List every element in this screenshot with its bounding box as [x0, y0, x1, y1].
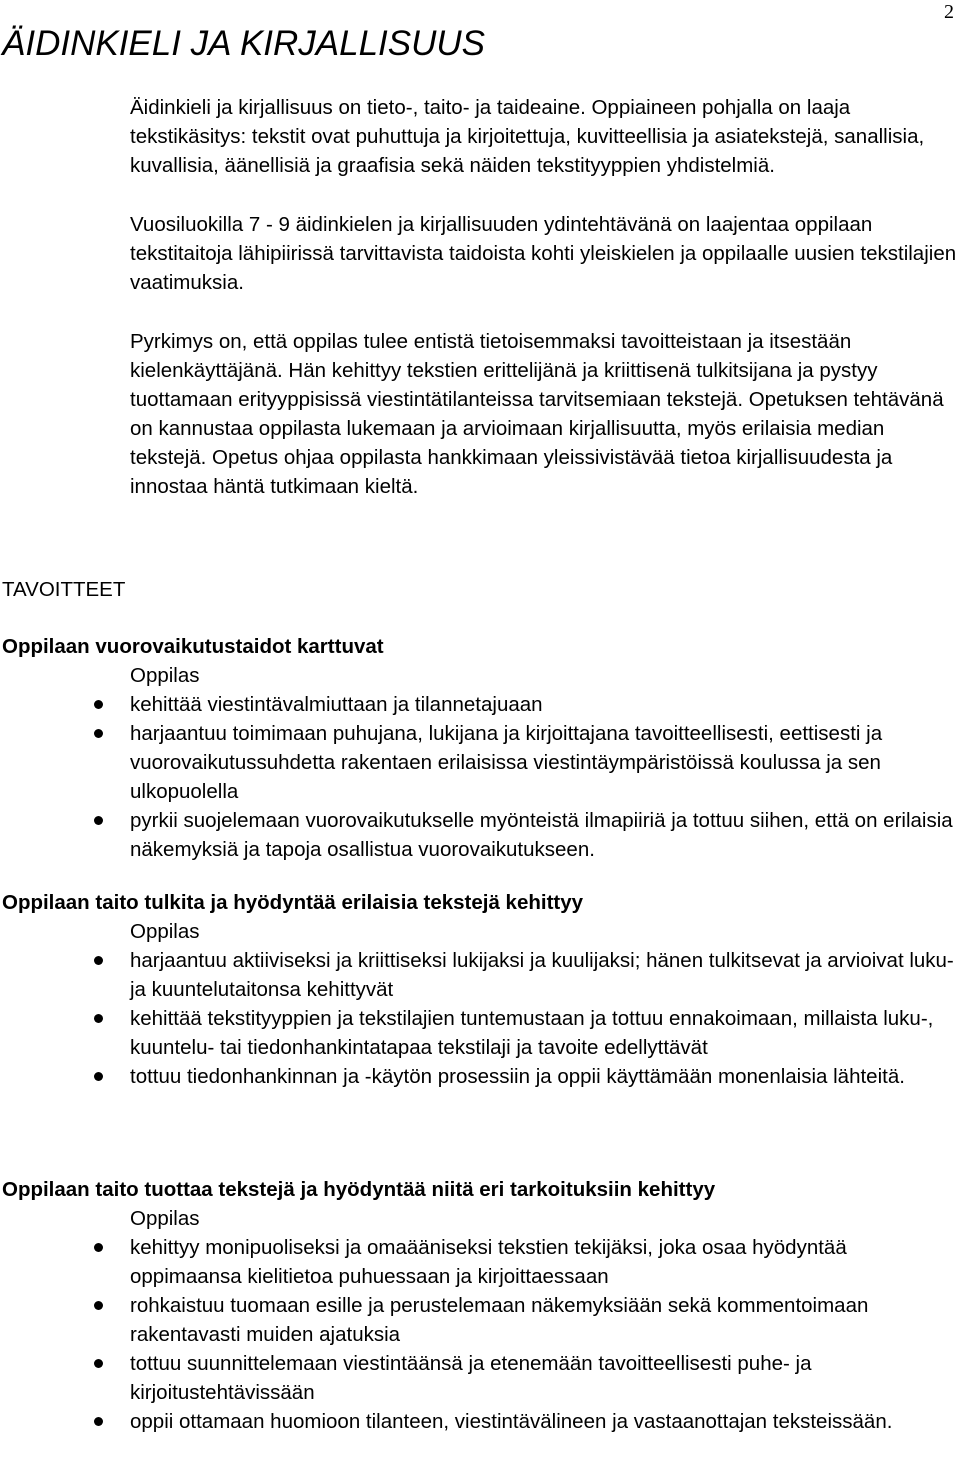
list-item: [2, 806, 957, 864]
bullet-icon: [94, 1359, 103, 1368]
bullet-icon: [94, 956, 103, 965]
list-item: [2, 946, 957, 1004]
bullet-icon: [94, 1072, 103, 1081]
list-item: [2, 1062, 957, 1091]
list-item-text: pyrkii suojelemaan vuorovaikutukselle myönteistä ilmapiiriä ja tottuu siihen, että on erilaisia näkemyksiä ja tapoja osallistua vuorovaikutukseen.: [130, 809, 953, 861]
list-item-text: tottuu suunnittelemaan viestintäänsä ja etenemään tavoitteellisesti puhe- ja kirjoitustehtävissään: [130, 1352, 812, 1404]
list-item: [2, 1291, 957, 1349]
intro-paragraph: Vuosiluokilla 7 - 9 äidinkielen ja kirjallisuuden ydintehtävänä on laajentaa oppilaan tekstitaitoja lähipiirissä tarvittavista taidoista kohti yleiskielen ja oppilaalle uusien tekstilajien vaatimuksia.: [130, 213, 957, 294]
list-item: [2, 1233, 957, 1291]
section-subject: Oppilas: [130, 1207, 200, 1230]
goal-section-interpretation: [2, 888, 957, 1091]
list-item: [2, 1004, 957, 1062]
bullet-icon: [94, 1417, 103, 1426]
page-number: 2: [944, 1, 954, 23]
bullet-icon: [94, 1243, 103, 1252]
document-title: ÄIDINKIELI JA KIRJALLISUUS: [2, 24, 486, 63]
list-item-text: oppii ottamaan huomioon tilanteen, viestintävälineen ja vastaanottajan teksteissään.: [130, 1410, 893, 1433]
list-item-text: harjaantuu toimimaan puhujana, lukijana ja kirjoittajana tavoitteellisesti, eettisesti ja vuorovaikutussuhdetta rakentaen erilaisissa viestintäympäristöissä koulussa ja sen ulkopuolella: [130, 722, 883, 803]
list-item-text: kehittää tekstityyppien ja tekstilajien tuntemustaan ja tottuu ennakoimaan, millaista luku-, kuuntelu- tai tiedonhankintatapaa tekstilaji ja tavoite edellyttävät: [130, 1007, 934, 1059]
goal-list: [2, 690, 957, 864]
bullet-icon: [94, 1301, 103, 1310]
section-heading: Oppilaan taito tuottaa tekstejä ja hyödyntää niitä eri tarkoituksiin kehittyy: [2, 1178, 716, 1201]
goal-section-interaction: [2, 632, 957, 864]
goal-list: [2, 1233, 957, 1436]
goal-list: [2, 946, 957, 1091]
list-item: [2, 690, 957, 719]
bullet-icon: [94, 700, 103, 709]
goal-section-production: [2, 1175, 957, 1436]
bullet-icon: [94, 729, 103, 738]
section-heading: Oppilaan vuorovaikutustaidot karttuvat: [2, 635, 384, 658]
bullet-icon: [94, 1014, 103, 1023]
section-heading: Oppilaan taito tulkita ja hyödyntää erilaisia tekstejä kehittyy: [2, 891, 584, 914]
list-item: [2, 1407, 957, 1436]
list-item-text: tottuu tiedonhankinnan ja -käytön prosessiin ja oppii käyttämään monenlaisia lähteitä.: [130, 1065, 905, 1088]
bullet-icon: [94, 816, 103, 825]
section-subject: Oppilas: [130, 920, 200, 943]
list-item-text: kehittyy monipuoliseksi ja omaääniseksi tekstien tekijäksi, joka osaa hyödyntää oppimaansa kielitietoa puhuessaan ja kirjoittaessaan: [130, 1236, 847, 1288]
list-item-text: rohkaistuu tuomaan esille ja perustelemaan näkemyksiään sekä kommentoimaan rakentavasti muiden ajatuksia: [130, 1294, 869, 1346]
list-item-text: harjaantuu aktiiviseksi ja kriittiseksi lukijaksi ja kuulijaksi; hänen tulkitsevat ja arvioivat luku- ja kuuntelutaitonsa kehittyvät: [130, 949, 954, 1001]
intro-paragraph: Äidinkieli ja kirjallisuus on tieto-, taito- ja taideaine. Oppiaineen pohjalla on laaja tekstikäsitys: tekstit ovat puhuttuja ja kirjoitettuja, kuvitteellisia ja asiatekstejä, sanallisia, kuvallisia, äänellisiä ja graafisia sekä näiden tekstityyppien yhdistelmiä.: [130, 96, 925, 177]
list-item-text: kehittää viestintävalmiuttaan ja tilannetajuaan: [130, 693, 543, 716]
section-subject: Oppilas: [130, 664, 200, 687]
intro-paragraph: Pyrkimys on, että oppilas tulee entistä tietoisemmaksi tavoitteistaan ja itsestään kielenkäyttäjänä. Hän kehittyy tekstien erittelijänä ja kriittisenä tulkitsijana ja pystyy tuottamaan erityyppisissä viestintätilanteissa tarvitsemiaan tekstejä. Opetuksen tehtävänä on kannustaa oppilasta lukemaan ja arvioimaan kirjallisuutta, myös erilaisia median tekstejä. Opetus ohjaa oppilasta hankkimaan yleissivistävää tietoa kirjallisuudesta ja innostaa häntä tutkimaan kieltä.: [130, 330, 944, 498]
list-item: [2, 719, 957, 806]
list-item: [2, 1349, 957, 1407]
goals-label: TAVOITTEET: [2, 578, 126, 601]
intro-section: [130, 93, 958, 531]
